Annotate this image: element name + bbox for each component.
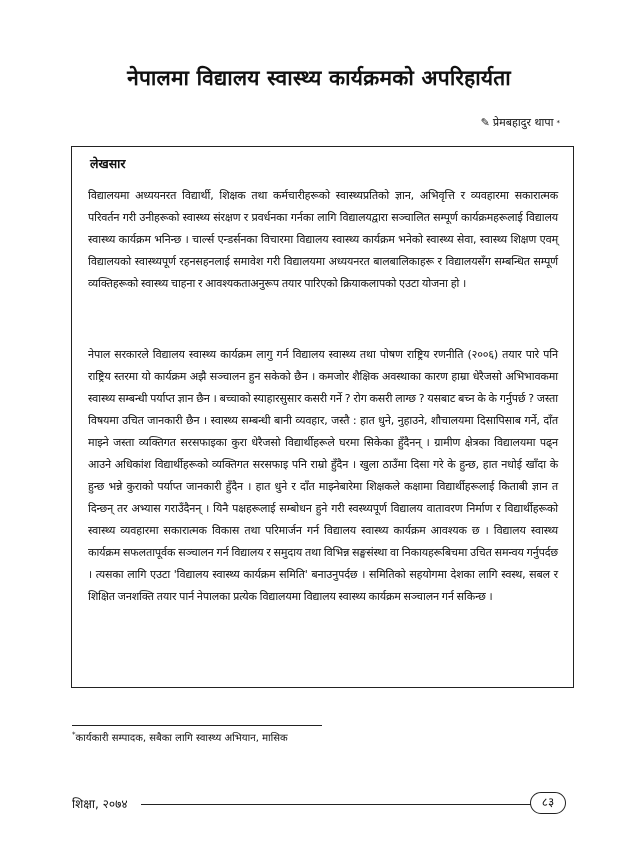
pen-icon: ✎ — [480, 116, 490, 129]
article-title: नेपालमा विद्यालय स्वास्थ्य कार्यक्रमको अपरिहार्यता — [127, 66, 511, 90]
author-name: प्रेमबहादुर थापा — [492, 116, 554, 129]
page-number: ८३ — [530, 792, 566, 814]
abstract-paragraph: विद्यालयमा अध्ययनरत विद्यार्थी, शिक्षक तथा कर्मचारीहरूको स्वास्थ्यप्रतिको ज्ञान, अभिवृत्ति र व्यवहारमा सकारात्मक परिवर्तन गरी उनीहरूको स्वास्थ्य संरक्षण र प्रवर्धनका गर्नका लागि विद्यालयद्वारा सञ्चालित सम्पूर्ण कार्यक्रमहरूलाई विद्यालय स्वास्थ्य कार्यक्रम भनिन्छ । चार्ल्स एन्डर्सनका विचारमा विद्यालय स्वास्थ्य कार्यक्रम भनेको स्वास्थ्य सेवा, स्वास्थ्य शिक्षण एवम् विद्यालयको स्वास्थ्यपूर्ण रहनसहनलाई समावेश गरी विद्यालयमा अध्ययनरत बालबालिकाहरू र विद्यालयसँग सम्बन्धित सम्पूर्ण व्यक्तिहरूको स्वास्थ्य चाहना र आवश्यकताअनुरूप तयार पारिएको क्रियाकलापको एउटा योजना हो । — [88, 189, 558, 290]
abstract-box — [71, 146, 574, 688]
footnote-divider — [72, 725, 322, 726]
abstract-paragraph: नेपाल सरकारले विद्यालय स्वास्थ्य कार्यक्रम लागु गर्न विद्यालय स्वास्थ्य तथा पोषण राष्ट्रिय रणनीति (२००६) तयार पारे पनि राष्ट्रिय स्तरमा यो कार्यक्रम अझै सञ्चालन हुन सकेको छैन । कमजोर शैक्षिक अवस्थाका कारण हाम्रा धेरैजसो अभिभावकमा स्वास्थ्य सम्बन्धी पर्याप्त ज्ञान छैन । बच्चाको स्याहारसुसार कसरी गर्ने ? रोग कसरी लाग्छ ? यसबाट बच्न के के गर्नुपर्छ ? जस्ता विषयमा उचित जानकारी छैन । स्वास्थ्य सम्बन्धी बानी व्यवहार, जस्तै : हात धुने, नुहाउने, शौचालयमा दिसापिसाब गर्ने, दाँत माझ्ने जस्ता व्यक्तिगत सरसफाइका कुरा धेरैजसो विद्यार्थीहरूले घरमा सिकेका हुँदैनन् । ग्रामीण क्षेत्रका विद्यालयमा पढ्न आउने अधिकांश विद्यार्थीहरूको व्यक्तिगत सरसफाइ पनि राम्रो हुँदैन । खुला ठाउँमा दिसा गरे के हुन्छ, हात नधोई खाँदा के हुन्छ भन्ने कुराको पर्याप्त जानकारी हुँदैन । हात धुने र दाँत माझ्नेबारेमा शिक्षकले कक्षामा विद्यार्थीहरूलाई किताबी ज्ञान त दिन्छन् तर अभ्यास गराउँदैनन् । यिनै पक्षहरूलाई सम्बोधन हुने गरी स्वस्थ्यपूर्ण विद्यालय वातावरण निर्माण र विद्यार्थीहरूको स्वास्थ्य व्यवहारमा सकारात्मक विकास तथा परिमार्जन गर्न विद्यालय स्वास्थ्य कार्यक्रम आवश्यक छ । विद्यालय स्वास्थ्य कार्यक्रम सफलतापूर्वक सञ्चालन गर्न विद्यालय र समुदाय तथा विभिन्न सङ्घसंस्था वा निकायहरूबिचमा उचित समन्वय गर्नुपर्दछ । त्यसका लागि एउटा 'विद्यालय स्वास्थ्य कार्यक्रम समिति' बनाउनुपर्दछ । समितिको सहयोगमा देशका लागि स्वस्थ, सबल र शिक्षित जनशक्ति तयार पार्न नेपालका प्रत्येक विद्यालयमा विद्यालय स्वास्थ्य कार्यक्रम सञ्चालन गर्न सकिन्छ । — [88, 348, 558, 603]
footer-divider — [141, 804, 533, 805]
abstract-heading: लेखसार — [90, 156, 126, 171]
author-footnote-marker: * — [556, 118, 560, 127]
journal-footer: शिक्षा, २०७४ — [72, 797, 128, 811]
footnote-text: कार्यकारी सम्पादक, सबैका लागि स्वास्थ्य अभियान, मासिक — [75, 733, 288, 744]
footnote — [72, 730, 288, 744]
author-byline — [481, 115, 560, 130]
footnote-marker: * — [72, 730, 76, 739]
